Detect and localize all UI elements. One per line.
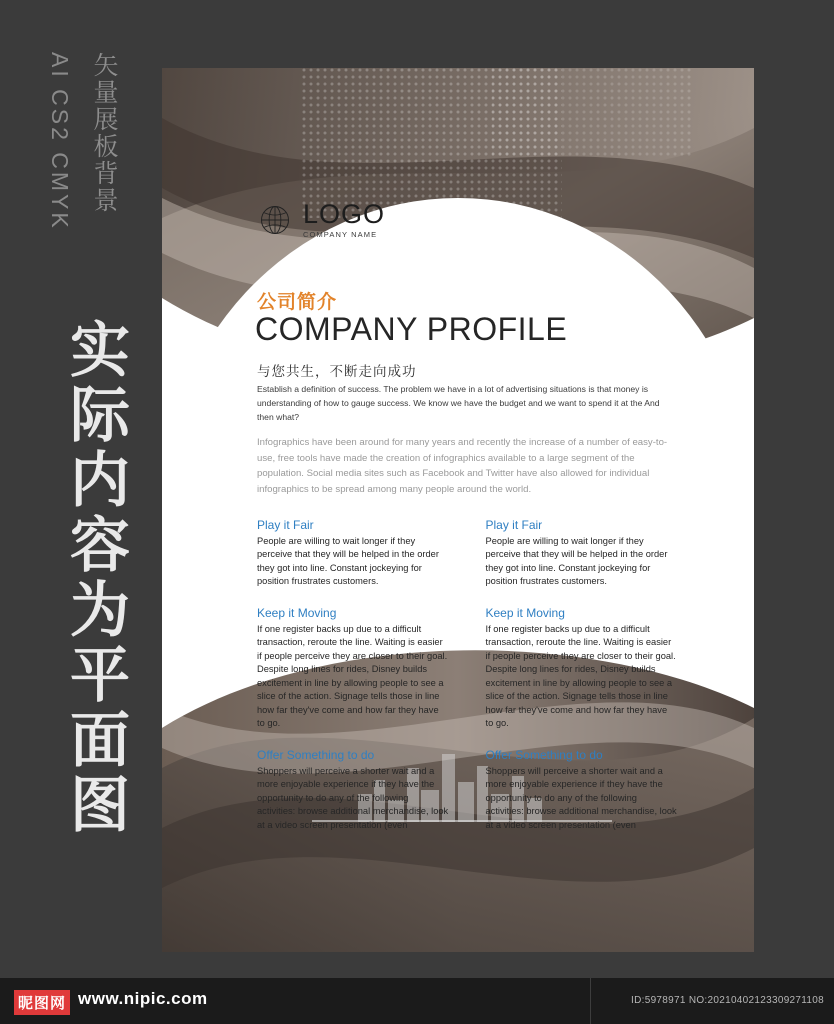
section-body: Shoppers will perceive a shorter wait and a more enjoyable experience if they have the opportunity to do any of the following activities: browse additional merchandise, look at a video screen presentation (even — [257, 765, 449, 830]
site-footer-bar — [0, 978, 834, 1024]
globe-icon — [257, 202, 293, 238]
poster-logo[interactable] — [257, 201, 385, 239]
section-block — [486, 518, 678, 589]
section-block — [257, 606, 449, 731]
section-title: Play it Fair — [485, 518, 543, 532]
page-title-en: COMPANY PROFILE — [255, 311, 568, 347]
section-block — [486, 748, 678, 832]
watermark-vertical-small-1: 矢量展板背景 — [90, 52, 118, 214]
logo-title: LOGO — [303, 199, 386, 229]
section-body: If one register backs up due to a difficult transaction, reroute the line. Waiting is easier if people perceive they are closer to their goal. Despite long lines for rides, Disney builds excitement in line by allowing people to see a slice of the action. Signage tells those in line how far they've come and how far they have to go. — [257, 623, 448, 729]
section-block — [257, 518, 449, 589]
logo-subtitle: COMPANY NAME — [303, 230, 378, 239]
section-title: Offer Something to do — [257, 747, 375, 762]
poster-content — [162, 68, 754, 952]
watermark-vertical-small-2: AI CS2 CMYK — [47, 52, 73, 231]
page-title-cn: 公司简介 — [257, 292, 338, 313]
second-paragraph: Infographics have been around for many years and recently the increase of a number of easy-to-use, free tools have made the creation of infographics available to a large segment of the population. Social media sites such as Facebook and Twitter have also allowed for individual infographics to be spread among many people around the world. — [257, 437, 668, 495]
section-body: If one register backs up due to a difficult transaction, reroute the line. Waiting is easier if people perceive they are closer to their goal. Despite long lines for rides, Disney builds excitement in line by allowing people to see a slice of the action. Signage tells those in line how far they've come and how far they have to go. — [485, 623, 676, 729]
footer-divider — [590, 978, 591, 1024]
site-logo-badge[interactable]: 昵图网 — [14, 990, 70, 1015]
poster-preview[interactable] — [162, 68, 754, 952]
section-body: People are willing to wait longer if they perceive that they will be helped in the order they got into line. Constant jockeying for position frustrates customers. — [485, 536, 668, 587]
section-title: Keep it Moving — [485, 605, 565, 620]
section-block — [486, 606, 678, 731]
section-body: Shoppers will perceive a shorter wait and a more enjoyable experience if they have the opportunity to do any of the following activities: browse additional merchandise, look at a video screen presentation (even — [485, 765, 677, 830]
section-title: Keep it Moving — [257, 605, 337, 620]
section-body: People are willing to wait longer if they perceive that they will be helped in the order they got into line. Constant jockeying for position frustrates customers. — [257, 536, 439, 587]
page-subtitle-cn: 与您共生，不断走向成功 — [257, 364, 417, 379]
content-columns — [257, 518, 677, 849]
content-column-left — [257, 518, 449, 849]
watermark-vertical-big: 实际内容为平面图 — [62, 318, 129, 838]
section-title: Offer Something to do — [485, 747, 603, 762]
site-url[interactable]: www.nipic.com — [78, 989, 208, 1008]
content-column-right — [486, 518, 678, 849]
image-id-meta: ID:5978971 NO:20210402123309271108 — [631, 995, 824, 1006]
section-title: Play it Fair — [257, 518, 314, 532]
section-block — [257, 748, 449, 832]
lead-paragraph: Establish a definition of success. The problem we have in a lot of advertising situations is that money is understanding of how to gauge success. We know we have the budget and we want to spend it at the And then what? — [257, 384, 660, 422]
